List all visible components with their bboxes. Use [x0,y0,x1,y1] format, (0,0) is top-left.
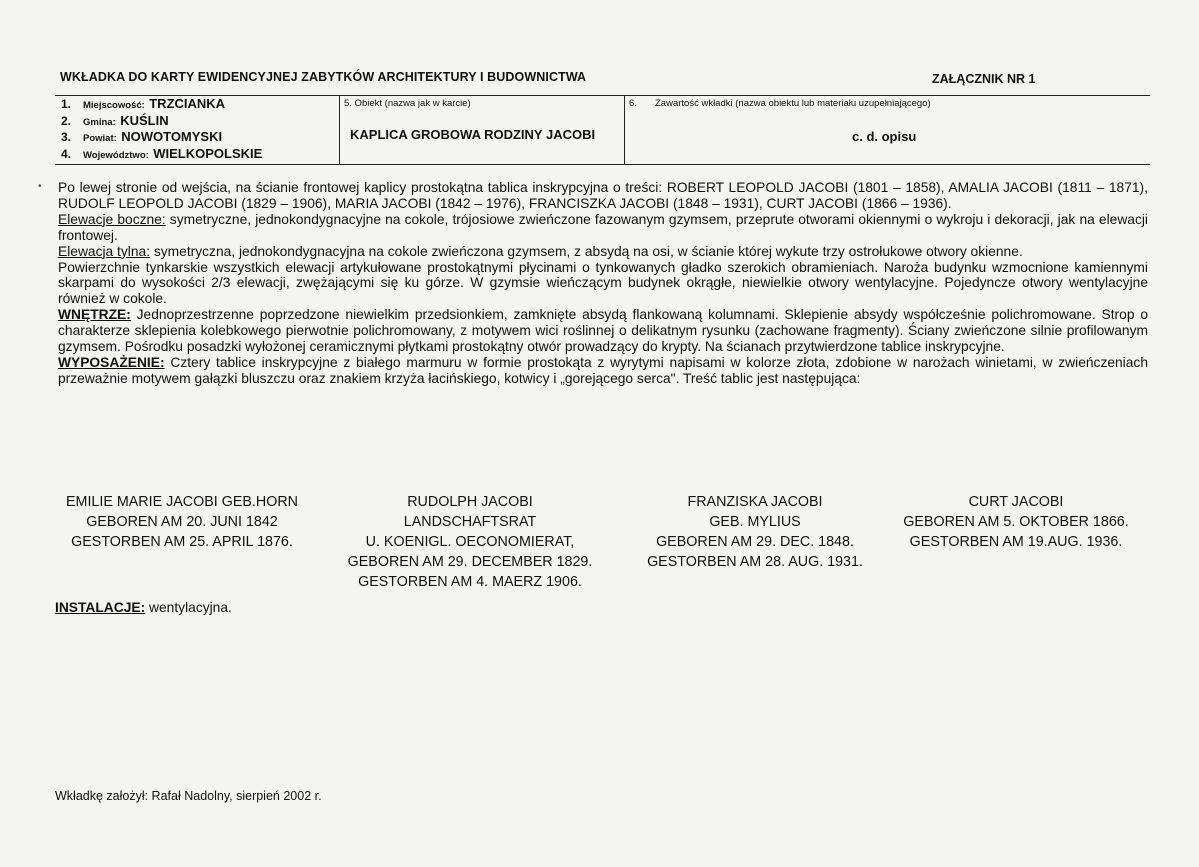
contents-label-num: 6. [629,98,637,109]
plaque-line: EMILIE MARIE JACOBI GEB.HORN [66,494,298,510]
plaque-1 [52,492,312,552]
equipment-text: Cztery tablice inskrypcyjne z białego marmuru w formie prostokąta z wyrytymi napisami w kolorze złota, zdobione w narożach winietami, w zwieńczeniach przeważnie motywem gałązki bluszczu oraz znakiem krzyża łacińskiego, kotwicy i „gorejącego serca". Treść tablic jest następująca: [58,354,1148,386]
installations-heading: INSTALACJE: [55,600,146,615]
annex-number: ZAŁĄCZNIK NR 1 [932,72,1036,86]
plaque-inscriptions [50,492,1150,592]
plaque-line: GESTORBEN AM 4. MAERZ 1906. [358,574,582,590]
plaque-line: GESTORBEN AM 28. AUG. 1931. [647,554,863,570]
author-footer: Wkładkę założył: Rafał Nadolny, sierpień 2002 r. [55,789,322,803]
location-label: Województwo: [83,149,149,161]
rear-elevation-text: symetryczna, jednokondygnacyjna na cokole zwieńczona gzymsem, z absydą na osi, w ścianie której wykute trzy ostrołukowe otwory okienne. [150,243,1023,259]
plaque-3 [630,492,880,572]
column-divider [339,96,340,164]
interior-paragraph [58,307,1148,355]
equipment-heading: WYPOSAŻENIE: [58,354,165,370]
interior-heading: WNĘTRZE: [58,307,131,323]
location-value: KUŚLIN [120,112,169,128]
plaque-line: U. KOENIGL. OECONOMIERAT, [365,534,575,550]
intro-paragraph: Po lewej stronie od wejścia, na ścianie frontowej kaplicy prostokątna tablica inskrypcyjna o treści: ROBERT LEOPOLD JACOBI (1801 – 1858), AMALIA JACOBI (1811 – 1871), RUDOLF LEOPOLD JACOBI (1829 – 1906), MARIA JACOBI (1842 – 1976), FRANCISZKA JACOBI (1848 – 1931), CURT JACOBI (1866 – 1936). [58,180,1148,211]
plaque-line: GESTORBEN AM 25. APRIL 1876. [71,534,293,550]
location-num: 2. [61,113,72,128]
location-label: Miejscowość: [83,100,145,111]
location-num: 1. [61,97,72,111]
installations-line [55,600,232,615]
margin-mark: • [38,181,42,192]
contents-value: c. d. opisu [852,129,917,144]
installations-text: wentylacyjna. [145,600,232,615]
location-cell [61,96,331,162]
plaque-line: GEB. MYLIUS [709,514,801,530]
location-num: 3. [61,130,72,144]
contents-label: Zawartość wkładki (nazwa obiektu lub materiału uzupełniającego) [655,98,931,109]
object-name: KAPLICA GROBOWA RODZINY JACOBI [350,127,596,142]
location-row-3 [61,129,331,146]
location-label: Gmina: [83,116,116,128]
plaque-line: GEBOREN AM 29. DECEMBER 1829. [347,554,593,570]
side-elevations-heading: Elewacje boczne: [58,211,166,227]
plaque-line: CURT JACOBI [968,494,1064,510]
plaque-line: FRANZISKA JACOBI [687,494,823,510]
header-table [55,95,1150,165]
plaque-line: LANDSCHAFTSRAT [403,514,537,530]
interior-text: Jednoprzestrzenne poprzedzone niewielkim przedsionkiem, zamknięte absydą flankowaną kolumnami. Sklepienie absydy współcześnie polichromowane. Strop o charakterze sklepienia kolebkowego pierwotnie polichromowany, z motywem wici roślinnej o delikatnym rysunku (zachowane fragmenty). Ściany zwieńczone silnie profilowanym gzymsem. Pośrodku posadzki wyłożonej ceramicznymi płytkami prostokątny otwór prowadzący do krypty. Na ścianach przytwierdzone tablice inskrypcyjne. [58,307,1148,355]
column-divider [624,96,625,164]
location-value: TRZCIANKA [149,96,226,111]
plaque-line: GESTORBEN AM 19.AUG. 1936. [909,534,1123,550]
side-elevations-paragraph [58,212,1148,244]
equipment-paragraph [58,355,1148,387]
surfaces-paragraph: Powierzchnie tynkarskie wszystkich elewacji artykułowane prostokątnymi płycinami o tynkowanych gładko szerokich obramieniach. Naroża budynku wzmocnione kamiennymi skarpami do wysokości 2/3 elewacji, zwężającymi się ku górze. W gzymsie wieńczącym budynek okrągłe, niewielkie otwory wentylacyjne. Pojedyncze otwory wentylacyjne również w cokole. [58,259,1148,307]
plaque-line: GEBOREN AM 5. OKTOBER 1866. [903,514,1129,530]
plaque-line: GEBOREN AM 20. JUNI 1842 [86,514,278,530]
location-row-2 [61,113,331,130]
location-value: NOWOTOMYSKI [121,129,223,144]
rear-elevation-heading: Elewacja tylna: [58,243,151,259]
location-row-1 [61,96,331,113]
plaque-2 [325,492,615,592]
location-row-4 [61,146,331,163]
description-body [58,180,1148,387]
location-label: Powiat: [83,133,117,144]
side-elevations-text: symetryczne, jednokondygnacyjne na cokole, trójosiowe zwieńczone fazowanym gzymsem, przeprute otworami okiennymi o wykroju i dekoracji, jak na elewacji frontowej. [58,211,1148,243]
rear-elevation-paragraph [58,244,1148,260]
location-num: 4. [61,146,72,161]
plaque-line: RUDOLPH JACOBI [407,494,533,510]
location-value: WIELKOPOLSKIE [153,145,263,161]
plaque-line: GEBOREN AM 29. DEC. 1848. [656,534,854,550]
plaque-4 [886,492,1146,552]
object-label: 5. Obiekt (nazwa jak w karcie) [344,98,471,109]
document-title: WKŁADKA DO KARTY EWIDENCYJNEJ ZABYTKÓW ARCHITEKTURY I BUDOWNICTWA [60,70,587,84]
